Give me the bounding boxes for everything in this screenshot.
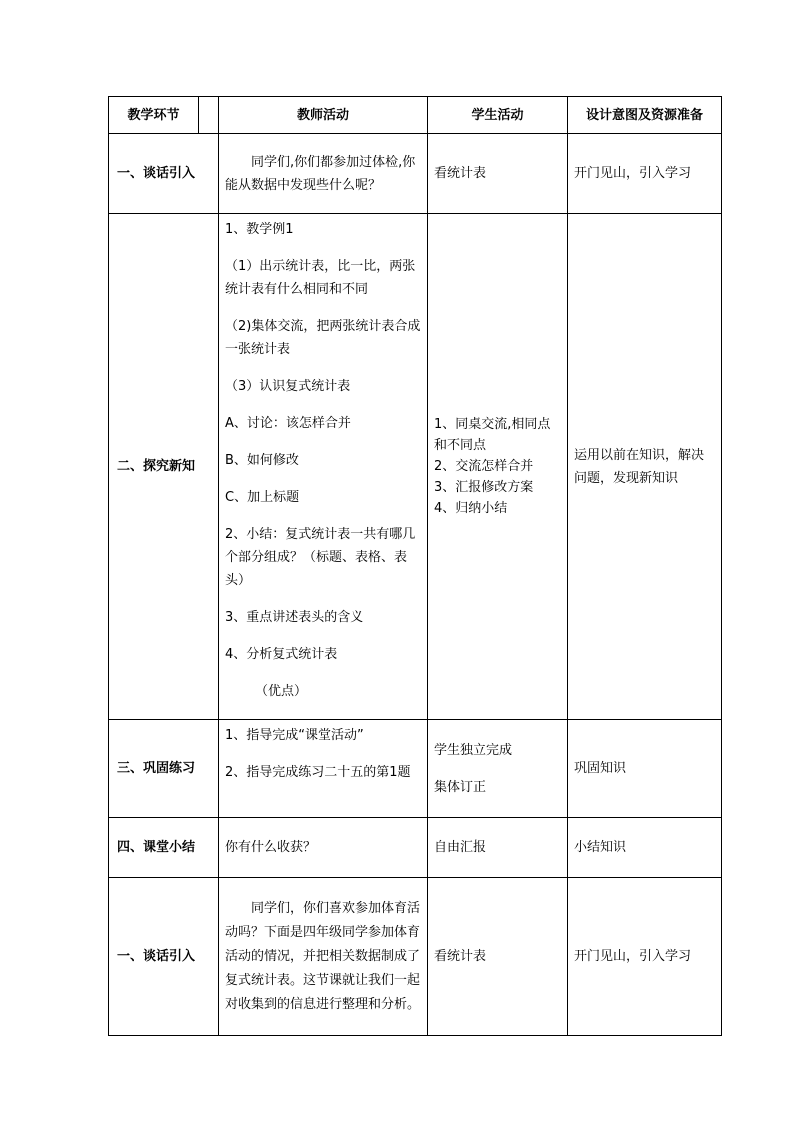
table-row [109, 720, 722, 818]
student-cell [428, 878, 568, 1036]
teacher-cell [219, 134, 428, 214]
teacher-cell [219, 878, 428, 1036]
teacher-line: （优点） [255, 684, 308, 699]
teacher-line: B、如何修改 [225, 453, 299, 468]
student-line: 3、汇报修改方案 [434, 480, 534, 495]
table-row [109, 878, 722, 1036]
header-student: 学生活动 [428, 97, 568, 134]
teacher-cell [219, 720, 428, 818]
table-row [109, 214, 722, 720]
student-text: 看统计表 [434, 166, 487, 181]
stage-cell: 三、巩固练习 [109, 720, 219, 818]
header-design: 设计意图及资源准备 [568, 97, 722, 134]
teacher-line: （1）出示统计表，比一比，两张统计表有什么相同和不同 [225, 259, 416, 297]
student-line: 1、同桌交流,相同点和不同点 [434, 417, 551, 453]
design-cell: 巩固知识 [568, 720, 722, 818]
teacher-line: C、加上标题 [225, 490, 300, 505]
table-header-row [109, 97, 722, 134]
student-line: 学生独立完成 [434, 742, 513, 758]
teacher-line: 1、教学例1 [225, 222, 294, 237]
design-cell: 开门见山，引入学习 [568, 878, 722, 1036]
table-row [109, 134, 722, 214]
lesson-plan-table [108, 96, 722, 1036]
header-stage-cell [109, 97, 219, 134]
stage-cell: 一、谈话引入 [109, 878, 219, 1036]
teacher-line: A、讨论：该怎样合并 [225, 416, 351, 431]
teacher-line: 2、小结：复式统计表一共有哪几个部分组成？（标题、表格、表头） [225, 527, 416, 588]
teacher-cell [219, 818, 428, 878]
teacher-text: 同学们,你们都参加过体检,你能从数据中发现些什么呢？ [225, 154, 416, 193]
teacher-line: 1、指导完成“课堂活动” [225, 728, 364, 743]
student-line: 4、归纳小结 [434, 501, 508, 516]
design-cell: 小结知识 [568, 818, 722, 878]
header-stage: 教学环节 [109, 97, 199, 133]
stage-cell: 四、课堂小结 [109, 818, 219, 878]
teacher-line: （3）认识复式统计表 [225, 379, 351, 394]
teacher-text: 同学们，你们喜欢参加体育活动吗？下面是四年级同学参加体育活动的情况，并把相关数据制成了复式统计表。这节课就让我们一起对收集到的信息进行整理和分析。 [225, 900, 421, 1012]
student-cell [428, 134, 568, 214]
student-cell [428, 214, 568, 720]
stage-cell: 二、探究新知 [109, 214, 219, 720]
stage-cell: 一、谈话引入 [109, 134, 219, 214]
teacher-cell [219, 214, 428, 720]
student-cell [428, 720, 568, 818]
teacher-text: 你有什么收获？ [225, 840, 317, 855]
design-cell: 开门见山，引入学习 [568, 134, 722, 214]
teacher-line: 4、分析复式统计表 [225, 647, 338, 662]
design-cell: 运用以前在知识，解决问题，发现新知识 [568, 214, 722, 720]
student-line: 集体订正 [434, 779, 487, 795]
teacher-line: 2、指导完成练习二十五的第1题 [225, 765, 411, 780]
student-cell [428, 818, 568, 878]
table-row [109, 818, 722, 878]
teacher-line: （2)集体交流，把两张统计表合成一张统计表 [225, 319, 421, 357]
student-text: 看统计表 [434, 949, 487, 964]
teacher-line: 3、重点讲述表头的含义 [225, 610, 364, 625]
header-teacher: 教师活动 [219, 97, 428, 134]
student-text: 自由汇报 [434, 840, 487, 855]
student-line: 2、交流怎样合并 [434, 459, 534, 474]
